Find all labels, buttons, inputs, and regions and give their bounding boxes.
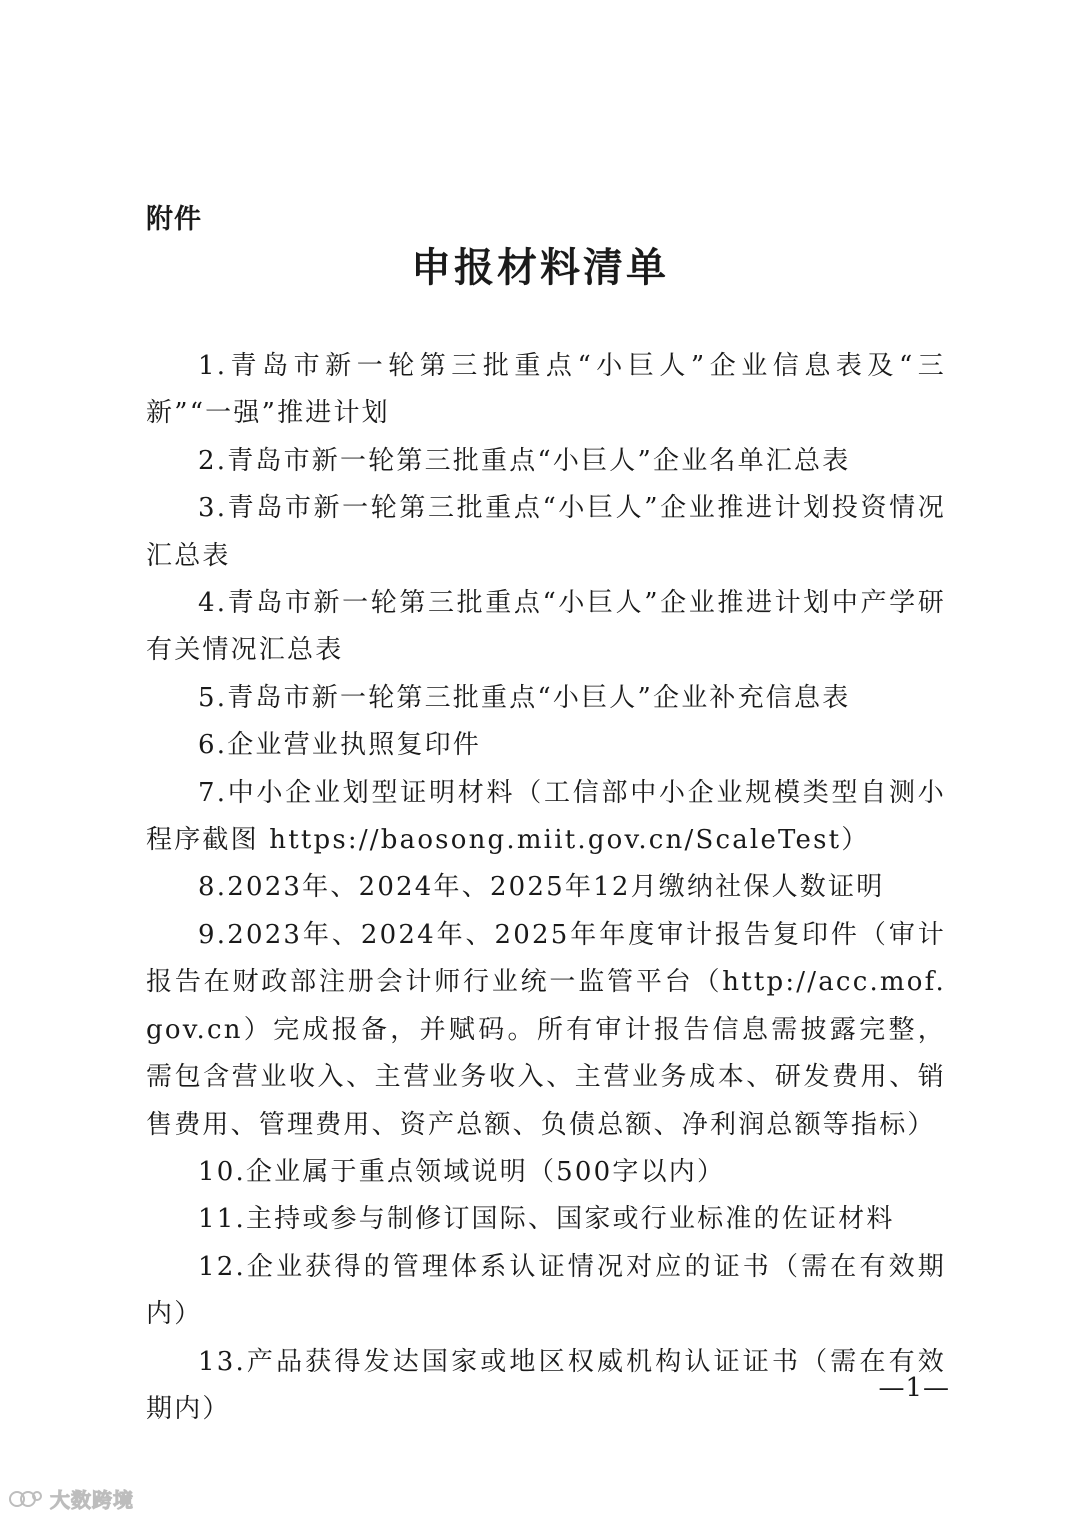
page-number: —1— bbox=[878, 1373, 950, 1403]
list-item: 10.企业属于重点领域说明（500字以内） bbox=[198, 1156, 726, 1187]
list-item: 6.企业营业执照复印件 bbox=[198, 730, 482, 761]
list-item: 1.青岛市新一轮第三批重点“小巨人”企业信息表及“三新”“一强”推进计划 bbox=[146, 351, 946, 429]
list-item: 13.产品获得发达国家或地区权威机构认证证书（需在有效期内） bbox=[146, 1346, 946, 1424]
list-item: 3.青岛市新一轮第三批重点“小巨人”企业推进计划投资情况汇总表 bbox=[146, 493, 946, 571]
brand-logo-icon bbox=[8, 1488, 44, 1510]
list-item: 2.青岛市新一轮第三批重点“小巨人”企业名单汇总表 bbox=[198, 445, 851, 476]
document-title: 申报材料清单 bbox=[411, 245, 669, 291]
list-item: 5.青岛市新一轮第三批重点“小巨人”企业补充信息表 bbox=[198, 682, 851, 713]
watermark-text: 大数跨境 bbox=[50, 1488, 134, 1512]
list-item: 4.青岛市新一轮第三批重点“小巨人”企业推进计划中产学研有关情况汇总表 bbox=[146, 588, 946, 666]
watermark bbox=[8, 1484, 134, 1513]
list-item: 8.2023年、2024年、2025年12月缴纳社保人数证明 bbox=[198, 872, 885, 903]
list-item: 7.中小企业划型证明材料（工信部中小企业规模类型自测小程序截图 https://baosong.miit.gov.cn/ScaleTest） bbox=[146, 777, 946, 856]
attachment-label: 附件 bbox=[146, 204, 202, 235]
list-item: 9.2023年、2024年、2025年年度审计报告复印件（审计报告在财政部注册会计师行业统一监管平台（http://acc.mof.gov.cn）完成报备，并赋码。所有审计报告信息需披露完整，需包含营业收入、主营业务收入、主营业务成本、研发费用、销售费用、管理费用、资产总额、负债总额、净利润总额等指标） bbox=[146, 919, 946, 1140]
list-item: 12.企业获得的管理体系认证情况对应的证书（需在有效期内） bbox=[146, 1251, 946, 1330]
materials-list bbox=[146, 343, 946, 1433]
list-item: 11.主持或参与制修订国际、国家或行业标准的佐证材料 bbox=[198, 1204, 895, 1235]
